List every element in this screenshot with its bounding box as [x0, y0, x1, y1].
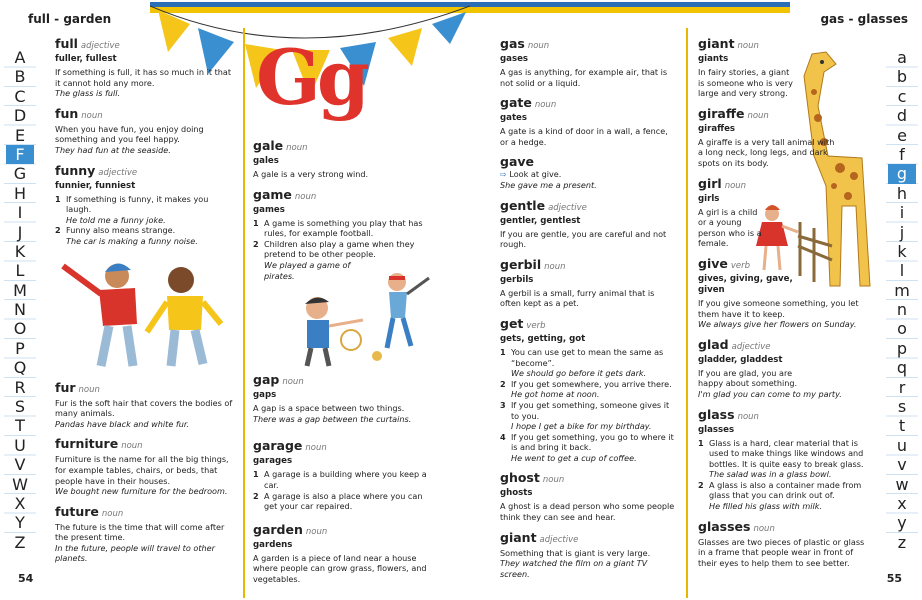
example: The car is making a funny noise. — [66, 235, 198, 246]
headword: gentle — [500, 197, 546, 213]
sense-2: 2 Children also play a game when they pretend to be other people. We played a game of pirates. — [253, 238, 415, 281]
definition: A gate is a kind of door in a wall, a fence, or a hedge. — [500, 126, 668, 147]
alpha-tab-k[interactable]: k — [897, 241, 907, 261]
part-of-speech: verb — [526, 320, 546, 331]
word-forms: giants — [698, 54, 729, 64]
alpha-tab-R[interactable]: R — [14, 377, 26, 397]
alpha-tab-a[interactable]: a — [897, 48, 907, 67]
running-head-left: full - garden — [28, 12, 112, 26]
entry-full — [55, 36, 235, 99]
word-forms: giraffes — [698, 123, 736, 134]
example: They had fun at the seaside. — [55, 144, 171, 155]
alpha-tab-H[interactable]: H — [13, 183, 27, 203]
alpha-tab-T[interactable]: T — [15, 416, 25, 436]
word-forms: fuller, fullest — [55, 54, 117, 64]
entry-garage — [253, 438, 438, 511]
headword: garage — [253, 438, 303, 454]
example: There was a gap between the curtains. — [253, 413, 412, 424]
definition: If you get something, someone gives it to you. — [511, 399, 670, 421]
definition: A gale is a very strong wind. — [253, 169, 369, 179]
entry-glad — [698, 337, 868, 400]
alpha-tab-M[interactable]: M — [13, 280, 27, 300]
sense-2: 2 If you get somewhere, you arrive there. He got home at noon. — [500, 378, 672, 400]
part-of-speech: noun — [753, 523, 775, 534]
definition: If you give someone something, you let them have it to keep. — [698, 297, 859, 319]
headword: gap — [253, 372, 280, 388]
definition: A gas is anything, for example air, that is not solid or a liquid. — [500, 67, 668, 88]
definition: If you are glad, you are happy about something. — [698, 367, 798, 389]
alpha-tab-t[interactable]: t — [898, 416, 906, 436]
example: He told me a funny joke. — [66, 214, 166, 225]
headword: ghost — [500, 470, 540, 486]
example: The glass is full. — [55, 88, 121, 99]
alpha-tab-A[interactable]: A — [14, 48, 26, 67]
entry-funny — [55, 163, 235, 247]
sense-1: 1 A garage is a building where you keep a car. — [253, 469, 438, 490]
part-of-speech: adjective — [80, 41, 120, 51]
part-of-speech: noun — [294, 191, 317, 202]
laughing-children-illustration — [55, 254, 235, 374]
definition: The future is the time that will come after the present time. — [55, 521, 225, 543]
alpha-tab-e[interactable]: e — [897, 125, 907, 145]
alpha-tab-c[interactable]: c — [897, 86, 907, 106]
part-of-speech: adjective — [539, 534, 579, 545]
headword: glad — [698, 336, 729, 352]
example: In the future, people will travel to other planets. — [55, 542, 215, 564]
definition: Furniture is the name for all the big things, for example tables, chairs, or beds, that people have in their houses. — [55, 454, 229, 486]
alpha-tab-N[interactable]: N — [14, 300, 26, 320]
definition: If something is full, it has so much in it that it cannot hold any more. — [55, 67, 232, 88]
definition: A garage is a building where you keep a car. — [264, 469, 427, 490]
part-of-speech: verb — [730, 260, 751, 271]
word-forms: glasses — [698, 424, 735, 435]
sense-2: 2 Funny also means strange. The car is making a funny noise. — [55, 225, 198, 246]
entry-gentle — [500, 198, 675, 250]
part-of-speech: adjective — [548, 202, 587, 213]
example: We should go before it gets dark. — [511, 368, 647, 379]
entry-gerbil — [500, 257, 675, 309]
definition: A ghost is a dead person who some people think they can see and hear. — [500, 501, 675, 523]
alpha-tab-q[interactable]: q — [896, 358, 908, 378]
definition: A girl is a child or a young person who is a female. — [698, 206, 762, 249]
alpha-tab-y[interactable]: y — [897, 513, 907, 533]
example: The salad was in a glass bowl. — [709, 469, 832, 480]
alpha-tab-J[interactable]: J — [17, 222, 23, 242]
sense-1: 1 A game is something you play that has rules, for example football. — [253, 218, 438, 239]
part-of-speech: adjective — [98, 167, 138, 178]
sense-1: 1 Glass is a hard, clear material that is used to make things like windows and bottles. It is quite easy to break glass. The salad was in a glass bowl. — [698, 437, 864, 480]
headword: girl — [698, 175, 722, 191]
example: Pandas have black and white fur. — [55, 418, 190, 429]
word-forms: gaps — [253, 390, 277, 401]
word-forms: gales — [253, 156, 279, 166]
entry-furniture — [55, 436, 235, 496]
alphabet-tab-strip-right — [888, 48, 916, 552]
pirate-children-illustration — [293, 268, 433, 368]
headword: furniture — [55, 436, 119, 452]
word-forms: girls — [698, 193, 720, 204]
definition: A gerbil is a small, furry animal that is often kept as a pet. — [500, 287, 655, 309]
section-letter: Gg — [256, 33, 367, 122]
headword: gate — [500, 95, 532, 111]
definition: Glass is a hard, clear material that is used to make things like windows and bottles. It is quite easy to break glass. — [709, 437, 864, 469]
part-of-speech: noun — [78, 384, 100, 395]
alpha-tab-m[interactable]: m — [894, 280, 910, 300]
word-forms: gases — [500, 54, 529, 64]
page-number-right: 55 — [886, 572, 902, 585]
sense-3: 3 If you get something, someone gives it to you. I hope I get a bike for my birthday. — [500, 399, 670, 432]
alpha-tab-w[interactable]: w — [895, 474, 909, 494]
alpha-tab-l[interactable]: l — [899, 261, 905, 281]
definition: A gap is a space between two things. — [253, 403, 405, 414]
cross-reference[interactable]: Look at give. — [509, 169, 562, 180]
part-of-speech: noun — [737, 411, 759, 422]
alpha-tab-G[interactable]: G — [13, 164, 27, 184]
part-of-speech: adjective — [731, 341, 771, 352]
part-of-speech: noun — [724, 180, 747, 191]
alpha-tab-E[interactable]: E — [14, 125, 26, 145]
word-forms: games — [253, 204, 285, 215]
column-3 — [500, 36, 675, 586]
sense-1: 1 If something is funny, it makes you laugh. He told me a funny joke. — [55, 193, 209, 225]
headword: gale — [253, 138, 284, 153]
entry-glasses — [698, 519, 868, 569]
alpha-tab-o[interactable]: o — [897, 319, 907, 339]
part-of-speech: noun — [747, 110, 769, 121]
headword: gerbil — [500, 256, 542, 272]
headword: fun — [55, 105, 79, 121]
entry-gap — [253, 372, 438, 424]
word-forms: gives, giving, gave, given — [698, 273, 793, 295]
alpha-tab-W[interactable]: W — [12, 474, 28, 494]
definition: Funny also means strange. — [66, 225, 176, 236]
definition: If something is funny, it makes you laugh. — [66, 193, 209, 215]
alpha-tab-z[interactable]: z — [897, 532, 907, 552]
alpha-tab-b[interactable]: b — [896, 67, 908, 87]
alpha-tab-X[interactable]: X — [14, 493, 26, 513]
example: She gave me a present. — [500, 179, 597, 190]
part-of-speech: noun — [101, 508, 124, 519]
definition: A glass is also a container made from glass that you can drink out of. — [709, 479, 862, 501]
word-forms: gardens — [253, 539, 293, 550]
headword: full — [55, 36, 78, 51]
alpha-tab-D[interactable]: D — [13, 106, 27, 126]
headword: glass — [698, 406, 735, 422]
definition: When you have fun, you enjoy doing something and you feel happy. — [55, 123, 204, 145]
entry-gave — [500, 154, 675, 190]
column-1 — [55, 36, 235, 571]
example: I'm glad you can come to my party. — [698, 388, 842, 399]
alpha-tab-h[interactable]: h — [896, 183, 908, 203]
alpha-tab-L[interactable]: L — [15, 261, 25, 281]
word-forms: gates — [500, 113, 528, 124]
entry-garden — [253, 522, 438, 585]
part-of-speech: noun — [534, 100, 557, 111]
definition: Something that is giant is very large. — [500, 547, 651, 558]
entry-fun — [55, 106, 235, 156]
arrow-right-icon: ⇨ — [500, 169, 510, 180]
entry-giraffe — [698, 106, 838, 169]
definition: Children also play a game when they pretend to be other people. — [264, 238, 415, 260]
entry-give — [698, 256, 868, 330]
column-4 — [698, 36, 868, 575]
definition: A garden is a piece of land near a house where people can grow grass, flowers, and vegetables. — [253, 552, 427, 584]
entry-giant-adjective — [500, 530, 675, 580]
definition: Fur is the soft hair that covers the bodies of many animals. — [55, 397, 233, 419]
word-forms: gets, getting, got — [500, 333, 586, 344]
example: He got home at noon. — [511, 389, 600, 400]
headword: fur — [55, 379, 76, 395]
alphabet-tab-strip-left — [6, 48, 34, 552]
column-rule — [243, 28, 245, 598]
column-rule — [686, 28, 688, 598]
word-forms: funnier, funniest — [55, 180, 136, 191]
definition: If you get something, you go to where it is and bring it back. — [511, 431, 674, 453]
entry-gas — [500, 36, 675, 88]
column-2 — [253, 138, 438, 592]
alpha-tab-Q[interactable]: Q — [13, 358, 27, 378]
part-of-speech: noun — [81, 110, 103, 121]
alpha-tab-x[interactable]: x — [897, 493, 907, 513]
part-of-speech: noun — [542, 475, 565, 486]
definition: In fairy stories, a giant is someone who is very large and very strong. — [698, 67, 793, 99]
headword: game — [253, 186, 292, 202]
alpha-tab-r[interactable]: r — [898, 377, 906, 397]
alpha-tab-U[interactable]: U — [14, 435, 26, 455]
part-of-speech: noun — [527, 41, 550, 51]
headword: gas — [500, 36, 525, 51]
alpha-tab-Y[interactable]: Y — [15, 513, 25, 533]
definition: A game is something you play that has rules, for example football. — [264, 217, 423, 239]
example: We always give her flowers on Sunday. — [698, 319, 857, 330]
entry-fur — [55, 380, 235, 430]
headword: give — [698, 255, 728, 271]
example: He went to get a cup of coffee. — [511, 452, 637, 463]
entry-ghost — [500, 470, 675, 522]
example: I hope I get a bike for my birthday. — [511, 421, 652, 432]
alpha-tab-u[interactable]: u — [896, 435, 908, 455]
sense-4: 4 If you get something, you go to where it is and bring it back. He went to get a cup of coffee. — [500, 431, 674, 463]
definition: A giraffe is a very tall animal with a long neck, long legs, and dark spots on its body. — [698, 136, 835, 168]
alpha-tab-n[interactable]: n — [896, 300, 908, 320]
word-forms: gerbils — [500, 274, 534, 285]
headword: future — [55, 503, 99, 519]
headword: get — [500, 315, 524, 331]
alpha-tab-f[interactable]: f — [899, 144, 905, 164]
alpha-tab-s[interactable]: s — [897, 397, 907, 417]
sense-2: 2 A glass is also a container made from glass that you can drink out of. He filled his glass with milk. — [698, 479, 862, 512]
alpha-tab-d[interactable]: d — [896, 106, 908, 126]
sense-1: 1 You can use get to mean the same as “become”. We should go before it gets dark. — [500, 346, 664, 379]
word-forms: garages — [253, 456, 293, 467]
definition: Glasses are two pieces of plastic or glass in a frame that people wear in front of their eyes to help them to see better. — [698, 536, 865, 568]
entry-giant-noun — [698, 36, 798, 99]
alpha-tab-K[interactable]: K — [14, 241, 26, 261]
headword: glasses — [698, 518, 751, 534]
word-forms: gentler, gentlest — [500, 215, 581, 226]
part-of-speech: noun — [544, 261, 566, 272]
entry-gate — [500, 95, 675, 147]
headword: giant — [500, 529, 537, 545]
alpha-tab-O[interactable]: O — [13, 319, 27, 339]
definition: If you get somewhere, you arrive there. — [511, 378, 672, 389]
example: We played a game of pirates. — [264, 259, 351, 281]
part-of-speech: noun — [737, 41, 759, 51]
alpha-tab-B[interactable]: B — [14, 67, 26, 87]
running-head-right: gas - glasses — [820, 12, 908, 26]
alpha-tab-V[interactable]: V — [14, 455, 26, 475]
alpha-tab-C[interactable]: C — [14, 86, 26, 106]
definition: You can use get to mean the same as “become”. — [511, 346, 664, 368]
entry-glass — [698, 407, 868, 512]
page-number-left: 54 — [18, 572, 34, 585]
word-forms: ghosts — [500, 488, 533, 499]
part-of-speech: noun — [305, 443, 327, 454]
headword: garden — [253, 521, 303, 537]
entry-get — [500, 316, 675, 464]
alpha-tab-j[interactable]: j — [899, 222, 905, 242]
alpha-tab-S[interactable]: S — [14, 397, 26, 417]
alpha-tab-P[interactable]: P — [15, 338, 25, 358]
part-of-speech: noun — [282, 377, 304, 388]
entry-game — [253, 187, 438, 282]
part-of-speech: noun — [286, 143, 308, 153]
alpha-tab-v[interactable]: v — [897, 455, 907, 475]
example: They watched the film on a giant TV screen. — [500, 558, 648, 579]
alpha-tab-F[interactable]: F — [6, 145, 34, 164]
definition: If you are gentle, you are careful and not rough. — [500, 228, 667, 250]
example: He filled his glass with milk. — [709, 501, 822, 512]
alpha-tab-Z[interactable]: Z — [14, 532, 26, 552]
headword: funny — [55, 162, 96, 178]
alpha-tab-i[interactable]: i — [899, 203, 905, 223]
entry-future — [55, 504, 235, 564]
word-forms: gladder, gladdest — [698, 354, 783, 365]
entry-gale — [253, 138, 438, 180]
alpha-tab-g[interactable]: g — [888, 164, 916, 183]
example: We bought new furniture for the bedroom. — [55, 486, 228, 497]
part-of-speech: noun — [121, 441, 143, 452]
part-of-speech: noun — [305, 526, 328, 537]
sense-2: 2 A garage is also a place where you can get your car repaired. — [253, 491, 438, 512]
alpha-tab-I[interactable]: I — [17, 203, 23, 223]
headword: gave — [500, 154, 535, 170]
entry-girl — [698, 176, 762, 249]
definition: A garage is also a place where you can get your car repaired. — [264, 490, 423, 512]
alpha-tab-p[interactable]: p — [896, 338, 908, 358]
headword: giant — [698, 36, 735, 51]
headword: giraffe — [698, 105, 745, 121]
